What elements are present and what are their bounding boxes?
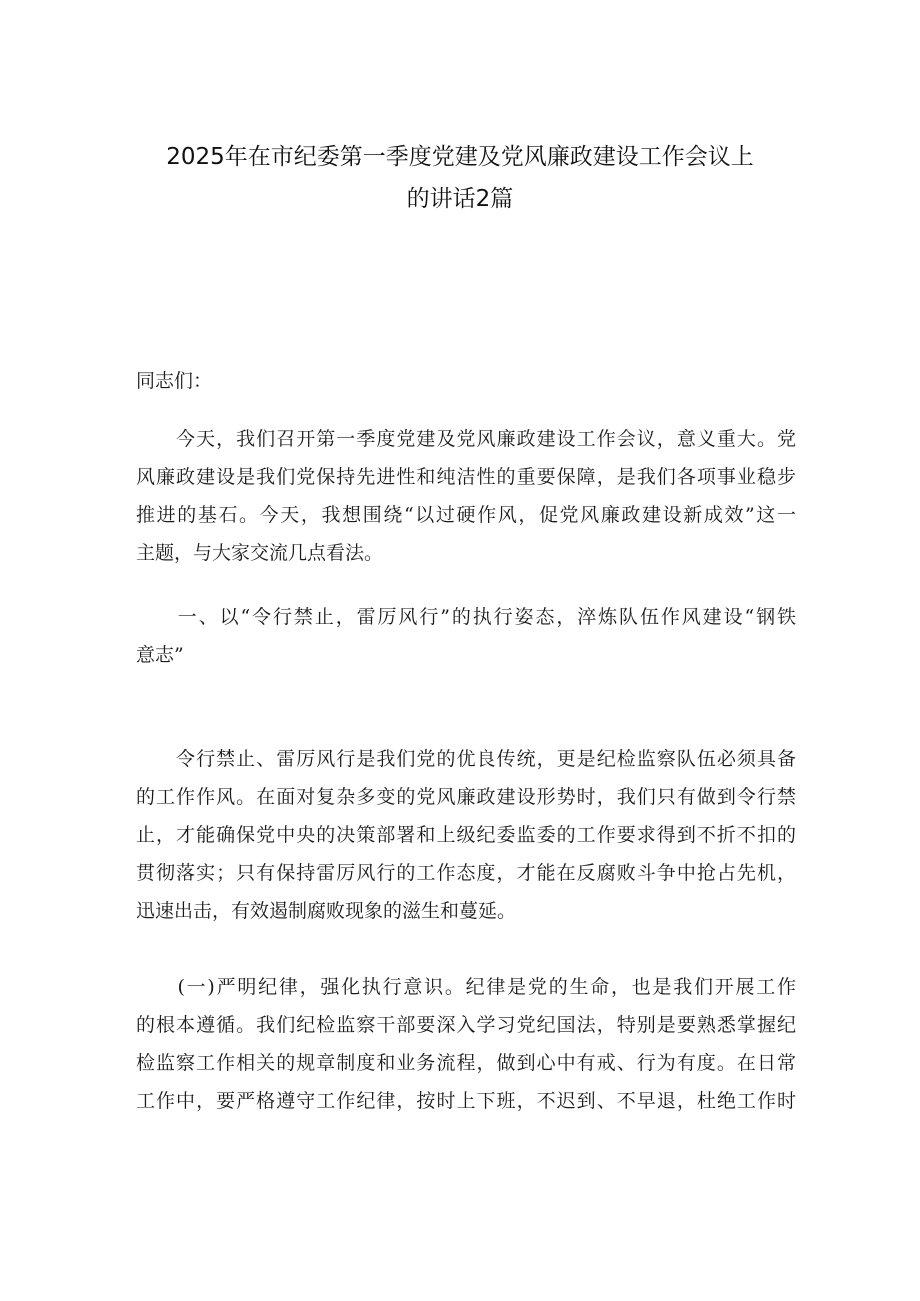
paragraph-line: 主题，与大家交流几点看法。 (136, 542, 384, 564)
paragraph-intro (136, 420, 796, 572)
paragraph-line: 今天，我们召开第一季度党建及党风廉政建设工作会议，意义重大。党 (136, 428, 796, 450)
paragraph-line: 风廉政建设是我们党保持先进性和纯洁性的重要保障，是我们各项事业稳步 (136, 466, 796, 488)
section-heading-1 (136, 598, 796, 674)
paragraph-line: 迅速出击，有效遏制腐败现象的滋生和蔓延。 (136, 900, 517, 922)
paragraph-line: (一)严明纪律，强化执行意识。纪律是党的生命，也是我们开展工作 (136, 976, 796, 998)
paragraph-subsection-1 (136, 968, 796, 1120)
heading-line: 一、以“令行禁止，雷厉风行”的执行姿态，淬炼队伍作风建设“钢铁 (136, 606, 796, 628)
paragraph-line: 推进的基石。今天，我想围绕“以过硬作风，促党风廉政建设新成效”这一 (136, 504, 796, 526)
greeting (136, 362, 796, 400)
paragraph-line: 检监察工作相关的规章制度和业务流程，做到心中有戒、行为有度。在日常 (136, 1052, 796, 1074)
greeting-text: 同志们： (136, 370, 213, 392)
title-line-1: 2025年在市纪委第一季度党建及党风廉政建设工作会议上 (166, 144, 754, 170)
paragraph-line: 止，才能确保党中央的决策部署和上级纪委监委的工作要求得到不折不扣的 (136, 824, 796, 846)
document-title (120, 136, 800, 220)
paragraph-line: 的根本遵循。我们纪检监察干部要深入学习党纪国法，特别是要熟悉掌握纪 (136, 1014, 796, 1036)
title-line-2: 的讲话2篇 (406, 186, 514, 212)
paragraph-section-1 (136, 740, 796, 930)
paragraph-line: 的工作作风。在面对复杂多变的党风廉政建设形势时，我们只有做到令行禁 (136, 786, 796, 808)
heading-line: 意志” (136, 644, 184, 666)
paragraph-line: 工作中，要严格遵守工作纪律，按时上下班，不迟到、不早退，杜绝工作时 (136, 1090, 796, 1112)
paragraph-line: 令行禁止、雷厉风行是我们党的优良传统，更是纪检监察队伍必须具备 (136, 748, 796, 770)
paragraph-line: 贯彻落实；只有保持雷厉风行的工作态度，才能在反腐败斗争中抢占先机， (136, 862, 796, 884)
